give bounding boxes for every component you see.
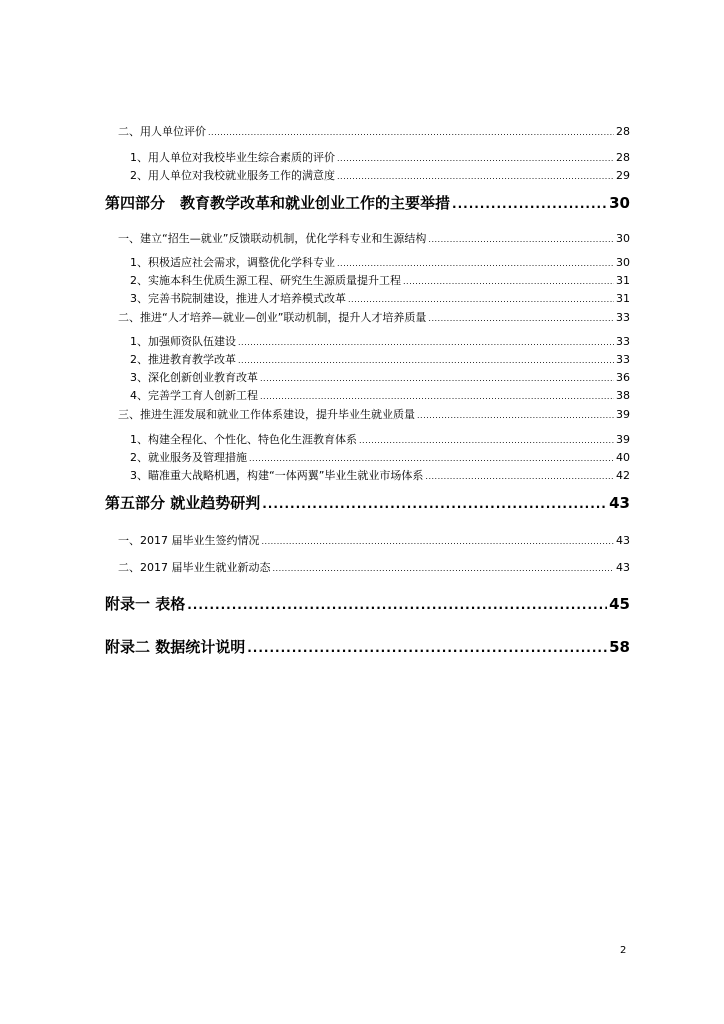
toc-entry[interactable] xyxy=(130,450,630,466)
toc-entry-text: 1、加强师资队伍建设 xyxy=(130,335,236,348)
toc-page-number: 33 xyxy=(616,353,630,366)
toc-entry-text: 4、完善学工育人创新工程 xyxy=(130,389,258,402)
toc-entry[interactable] xyxy=(118,310,630,326)
toc-page-number: 30 xyxy=(616,232,630,245)
dot-leader xyxy=(238,335,614,350)
toc-page-number: 43 xyxy=(609,494,630,512)
dot-leader xyxy=(337,256,614,271)
dot-leader xyxy=(428,232,614,247)
toc-page-number: 30 xyxy=(616,256,630,269)
toc-entry[interactable] xyxy=(130,370,630,386)
toc-entry[interactable] xyxy=(130,388,630,404)
toc-page-number: 43 xyxy=(616,534,630,547)
dot-leader xyxy=(425,469,614,484)
toc-page-number: 39 xyxy=(616,408,630,421)
toc-entry-text: 3、深化创新创业教育改革 xyxy=(130,371,258,384)
toc-page-number: 42 xyxy=(616,469,630,482)
page-number: 2 xyxy=(620,945,627,956)
toc-entry-text: 一、建立“招生—就业”反馈联动机制，优化学科专业和生源结构 xyxy=(118,232,427,245)
toc-page-number: 33 xyxy=(616,335,630,348)
dot-leader xyxy=(262,534,615,549)
toc-entry-text: 1、用人单位对我校毕业生综合素质的评价 xyxy=(130,151,335,164)
toc-entry[interactable] xyxy=(118,407,630,423)
toc-entry[interactable] xyxy=(105,492,630,514)
toc-entry[interactable] xyxy=(130,432,630,448)
toc-entry-text: 2、就业服务及管理措施 xyxy=(130,451,247,464)
dot-leader xyxy=(238,353,614,368)
toc-entry-text: 一、2017 届毕业生签约情况 xyxy=(118,534,260,547)
toc-entry-text: 二、用人单位评价 xyxy=(118,125,206,138)
toc-entry[interactable] xyxy=(105,192,630,214)
dot-leader xyxy=(417,408,614,423)
toc-entry-text: 1、构建全程化、个性化、特色化生涯教育体系 xyxy=(130,433,357,446)
toc-entry[interactable] xyxy=(118,533,630,549)
toc-entry[interactable] xyxy=(130,168,630,184)
toc-entry-text: 2、用人单位对我校就业服务工作的满意度 xyxy=(130,169,335,182)
toc-entry-text: 2、推进教育教学改革 xyxy=(130,353,236,366)
dot-leader xyxy=(273,561,615,576)
dot-leader xyxy=(262,493,607,514)
toc-entry-text: 附录一 表格 xyxy=(105,595,186,613)
dot-leader xyxy=(247,637,607,658)
toc-page-number: 36 xyxy=(616,371,630,384)
dot-leader xyxy=(452,193,607,214)
dot-leader xyxy=(337,169,614,184)
toc-page-number: 29 xyxy=(616,169,630,182)
toc-page-number: 33 xyxy=(616,311,630,324)
toc-page-number: 28 xyxy=(616,125,630,138)
toc-page-number: 31 xyxy=(616,292,630,305)
dot-leader xyxy=(249,451,614,466)
toc-entry-text: 1、积极适应社会需求，调整优化学科专业 xyxy=(130,256,335,269)
toc-entry-text: 第五部分 就业趋势研判 xyxy=(105,494,261,512)
toc-entry[interactable] xyxy=(118,560,630,576)
toc-entry[interactable] xyxy=(130,273,630,289)
toc-entry[interactable] xyxy=(130,468,630,484)
toc-page-number: 58 xyxy=(609,638,630,656)
dot-leader xyxy=(348,292,614,307)
toc-entry-text: 二、推进“人才培养—就业—创业”联动机制，提升人才培养质量 xyxy=(118,311,427,324)
toc-entry-text: 2、实施本科生优质生源工程、研究生生源质量提升工程 xyxy=(130,274,401,287)
toc-entry-text: 第四部分 教育教学改革和就业创业工作的主要举措 xyxy=(105,194,451,212)
toc-entry[interactable] xyxy=(118,124,630,140)
toc-entry[interactable] xyxy=(130,150,630,166)
dot-leader xyxy=(428,311,614,326)
toc-entry-text: 3、完善书院制建设，推进人才培养模式改革 xyxy=(130,292,346,305)
toc-entry-text: 三、推进生涯发展和就业工作体系建设，提升毕业生就业质量 xyxy=(118,408,415,421)
toc-entry[interactable] xyxy=(130,334,630,350)
toc-entry[interactable] xyxy=(130,255,630,271)
toc-page-number: 40 xyxy=(616,451,630,464)
toc-entry[interactable] xyxy=(130,352,630,368)
toc-entry[interactable] xyxy=(105,593,630,615)
dot-leader xyxy=(403,274,614,289)
toc-page-number: 45 xyxy=(609,595,630,613)
toc-page-number: 30 xyxy=(609,194,630,212)
toc-entry-text: 附录二 数据统计说明 xyxy=(105,638,246,656)
toc-page-number: 43 xyxy=(616,561,630,574)
toc-entry[interactable] xyxy=(130,291,630,307)
dot-leader xyxy=(260,371,614,386)
dot-leader xyxy=(260,389,614,404)
dot-leader xyxy=(187,594,607,615)
dot-leader xyxy=(337,151,614,166)
toc-entry[interactable] xyxy=(118,231,630,247)
toc-entry-text: 3、瞄准重大战略机遇，构建“一体两翼”毕业生就业市场体系 xyxy=(130,469,424,482)
toc-page-number: 28 xyxy=(616,151,630,164)
toc-entry[interactable] xyxy=(105,636,630,658)
dot-leader xyxy=(359,433,614,448)
toc-entry-text: 二、2017 届毕业生就业新动态 xyxy=(118,561,271,574)
toc-page-number: 39 xyxy=(616,433,630,446)
toc-page-number: 31 xyxy=(616,274,630,287)
dot-leader xyxy=(208,125,614,140)
toc-page-number: 38 xyxy=(616,389,630,402)
